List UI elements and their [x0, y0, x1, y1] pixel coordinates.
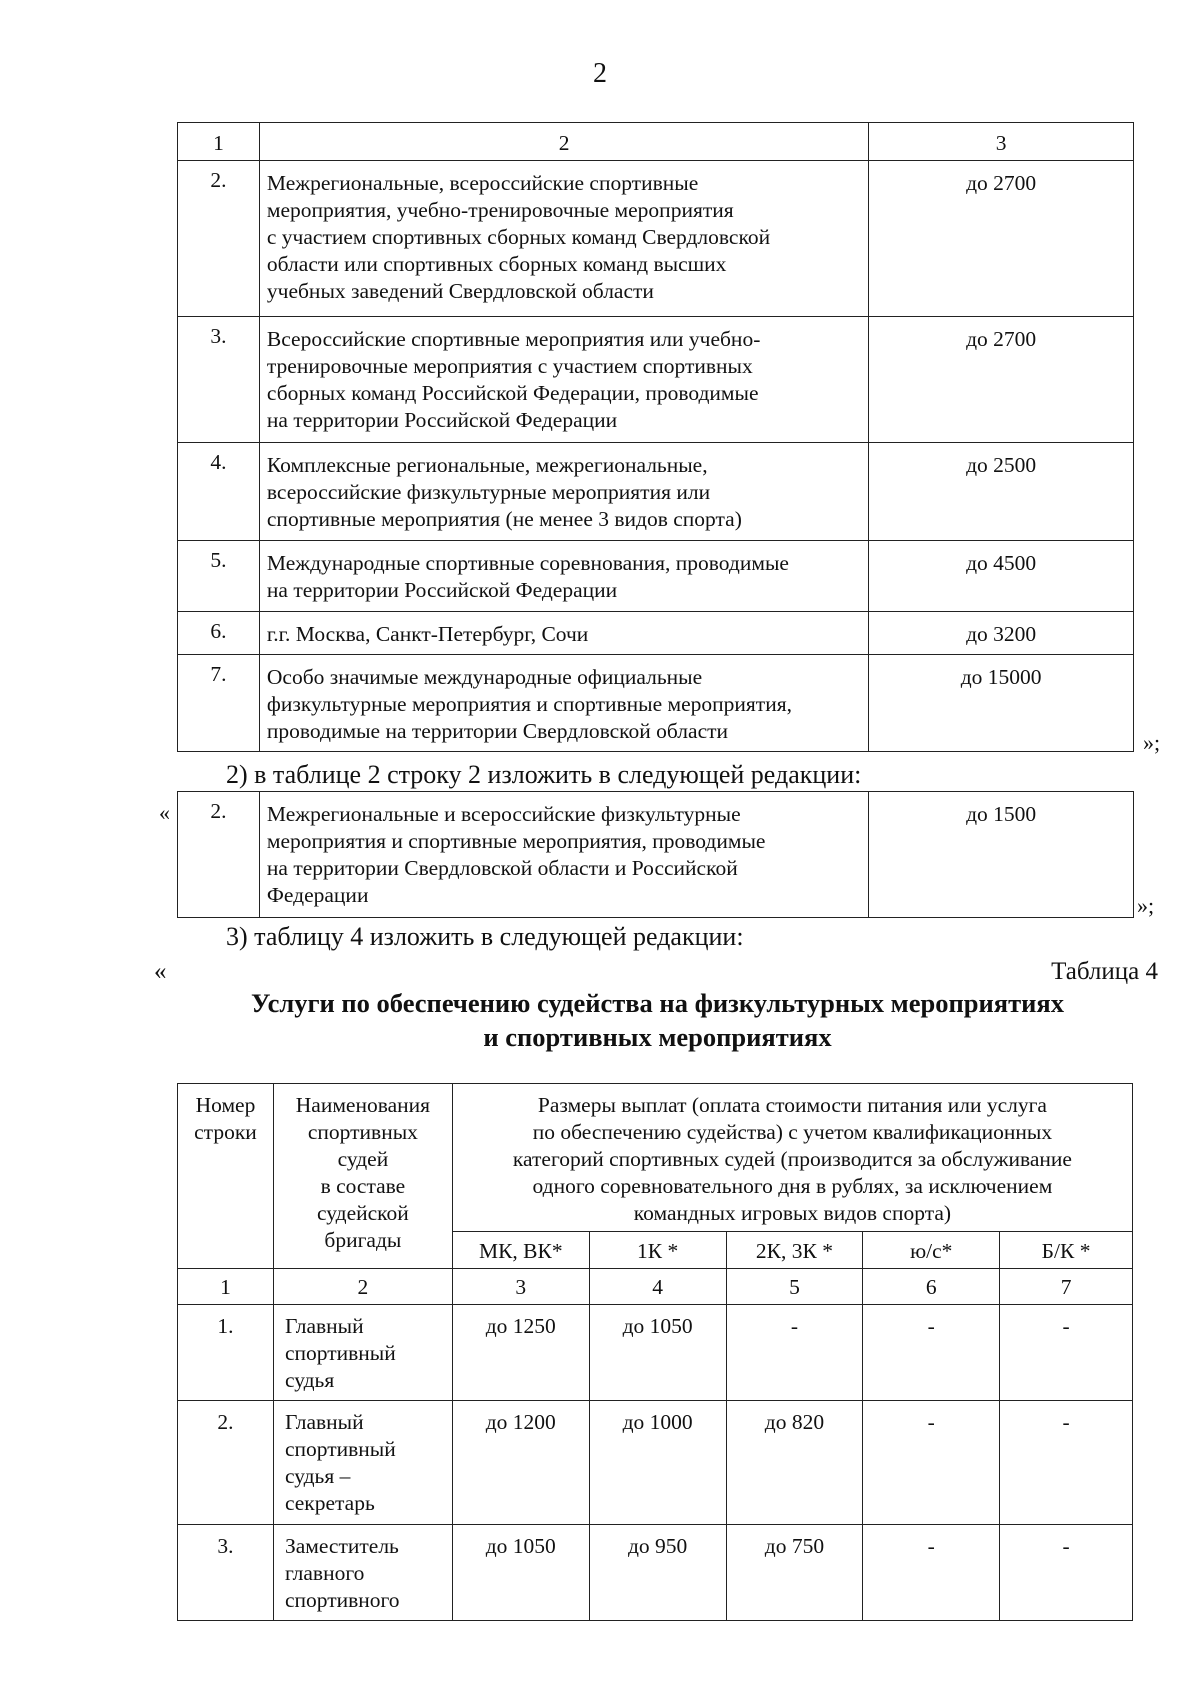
description-line: области или спортивных сборных команд высших [266, 252, 727, 276]
header-line: Размеры выплат (оплата стоимости питания или услуга [537, 1093, 1047, 1117]
table-header-row [178, 123, 1134, 161]
header-cell: 2 [259, 123, 868, 161]
payment-value: до 1000 [589, 1401, 726, 1525]
description-line: мероприятия и спортивные мероприятия, проводимые [266, 829, 766, 853]
description-line: Межрегиональные и всероссийские физкультурные [266, 802, 741, 826]
table-header-row [178, 1084, 1133, 1232]
description-line: Федерации [266, 883, 369, 907]
name-line: спортивного [284, 1588, 400, 1612]
description-line: Международные спортивные соревнования, проводимые [266, 551, 789, 575]
payment-value: до 950 [589, 1525, 726, 1621]
description-line: Комплексные региональные, межрегиональные, [266, 453, 708, 477]
paragraph-2: 2) в таблице 2 строку 2 изложить в следующей редакции: [226, 760, 862, 789]
table-row [178, 317, 1134, 443]
referee-name [273, 1305, 452, 1401]
payment-value: - [1000, 1525, 1133, 1621]
description-line: Межрегиональные, всероссийские спортивные [266, 171, 699, 195]
name-line: Заместитель [284, 1534, 399, 1558]
row-description [259, 541, 868, 612]
payment-value: до 1250 [452, 1305, 589, 1401]
description-line: тренировочные мероприятия с участием спортивных [266, 354, 753, 378]
opening-quote: « [159, 800, 170, 825]
table-referee-payments [177, 1083, 1133, 1621]
payment-value: - [863, 1305, 1000, 1401]
category-header: МК, ВК* [452, 1232, 589, 1269]
column-number: 1 [178, 1269, 274, 1305]
header-line: бригады [324, 1228, 402, 1252]
page-number: 2 [593, 58, 607, 89]
column-number: 7 [1000, 1269, 1133, 1305]
column-number: 6 [863, 1269, 1000, 1305]
column-number-row [178, 1269, 1133, 1305]
header-cell: 3 [869, 123, 1134, 161]
row-number: 2. [178, 161, 260, 317]
payment-value: - [1000, 1401, 1133, 1525]
column-number: 4 [589, 1269, 726, 1305]
header-line: Наименования [295, 1093, 431, 1117]
row-value: до 1500 [869, 792, 1134, 918]
table-sport-events [177, 122, 1134, 752]
description-line: г.г. Москва, Санкт-Петербург, Сочи [266, 622, 589, 646]
table-title [0, 986, 1200, 1054]
name-line: судья [284, 1368, 335, 1392]
name-line: Главный [284, 1314, 364, 1338]
description-line: спортивные мероприятия (не менее 3 видов спорта) [266, 507, 742, 531]
title-line: и спортивных мероприятиях [483, 1022, 832, 1052]
row-description [259, 317, 868, 443]
header-line: категорий спортивных судей (производится за обслуживание [512, 1147, 1072, 1171]
description-line: проводимые на территории Свердловской области [266, 719, 729, 743]
closing-quote: »; [1137, 893, 1155, 918]
row-description [259, 612, 868, 655]
category-header: Б/К * [1000, 1232, 1133, 1269]
header-cell: 1 [178, 123, 260, 161]
title-line: Услуги по обеспечению судейства на физкультурных мероприятиях [251, 988, 1064, 1018]
header-payment-sizes [452, 1084, 1132, 1232]
name-line: секретарь [284, 1491, 375, 1515]
description-line: всероссийские физкультурные мероприятия или [266, 480, 711, 504]
row-value: до 3200 [869, 612, 1134, 655]
description-line: мероприятия, учебно-тренировочные мероприятия [266, 198, 734, 222]
row-value: до 15000 [869, 655, 1134, 752]
payment-value: - [863, 1401, 1000, 1525]
closing-quote: »; [1143, 730, 1161, 755]
name-line: Главный [284, 1410, 364, 1434]
payment-value: до 750 [726, 1525, 863, 1621]
paragraph-3: 3) таблицу 4 изложить в следующей редакции: [226, 922, 744, 951]
row-number: 6. [178, 612, 260, 655]
row-value: до 2700 [869, 317, 1134, 443]
table-row [178, 541, 1134, 612]
header-line: одного соревновательного дня в рублях, за исключением [532, 1174, 1053, 1198]
payment-value: - [726, 1305, 863, 1401]
row-number: 2. [178, 1401, 274, 1525]
row-value: до 2700 [869, 161, 1134, 317]
table-row [178, 655, 1134, 752]
payment-value: до 1050 [589, 1305, 726, 1401]
row-description [259, 655, 868, 752]
payment-value: - [863, 1525, 1000, 1621]
table-row [178, 161, 1134, 317]
row-description [259, 161, 868, 317]
header-line: в составе [320, 1174, 406, 1198]
name-line: главного [284, 1561, 365, 1585]
category-header: 2К, 3К * [726, 1232, 863, 1269]
row-value: до 4500 [869, 541, 1134, 612]
table-row [178, 1525, 1133, 1621]
table-row [178, 443, 1134, 541]
description-line: учебных заведений Свердловской области [266, 279, 654, 303]
row-number: 5. [178, 541, 260, 612]
referee-name [273, 1525, 452, 1621]
description-line: на территории Российской Федерации [266, 408, 618, 432]
header-line: спортивных [307, 1120, 418, 1144]
table-row [178, 792, 1134, 918]
header-line: строки [194, 1120, 257, 1144]
row-number: 7. [178, 655, 260, 752]
description-line: на территории Российской Федерации [266, 578, 618, 602]
payment-value: до 1050 [452, 1525, 589, 1621]
header-line: по обеспечению судейства) с учетом квалификационных [532, 1120, 1053, 1144]
description-line: сборных команд Российской Федерации, проводимые [266, 381, 759, 405]
header-line: судейской [317, 1201, 409, 1225]
table-row [178, 612, 1134, 655]
description-line: физкультурные мероприятия и спортивные мероприятия, [266, 692, 792, 716]
row-description [259, 792, 868, 918]
row-number: 3. [178, 1525, 274, 1621]
header-referee-name [273, 1084, 452, 1269]
name-line: судья – [284, 1464, 351, 1488]
table-row [178, 1305, 1133, 1401]
category-header: ю/с* [863, 1232, 1000, 1269]
column-number: 5 [726, 1269, 863, 1305]
referee-name [273, 1401, 452, 1525]
name-line: спортивный [284, 1437, 396, 1461]
row-number: 1. [178, 1305, 274, 1401]
row-number: 2. [178, 792, 260, 918]
row-description [259, 443, 868, 541]
row-value: до 2500 [869, 443, 1134, 541]
description-line: с участием спортивных сборных команд Свердловской [266, 225, 771, 249]
category-header: 1К * [589, 1232, 726, 1269]
opening-quote: « [154, 958, 167, 985]
table-label: Таблица 4 [1051, 958, 1158, 985]
payment-value: до 1200 [452, 1401, 589, 1525]
header-line: Номер [195, 1093, 256, 1117]
description-line: Всероссийские спортивные мероприятия или учебно- [266, 327, 761, 351]
row-number: 4. [178, 443, 260, 541]
payment-value: до 820 [726, 1401, 863, 1525]
header-line: судей [337, 1147, 389, 1171]
table-row [178, 1401, 1133, 1525]
header-line: командных игровых видов спорта) [633, 1201, 952, 1225]
header-row-number [178, 1084, 274, 1269]
table-row-replacement [177, 791, 1134, 918]
payment-value: - [1000, 1305, 1133, 1401]
description-line: Особо значимые международные официальные [266, 665, 703, 689]
name-line: спортивный [284, 1341, 396, 1365]
column-number: 3 [452, 1269, 589, 1305]
column-number: 2 [273, 1269, 452, 1305]
description-line: на территории Свердловской области и Российской [266, 856, 738, 880]
row-number: 3. [178, 317, 260, 443]
